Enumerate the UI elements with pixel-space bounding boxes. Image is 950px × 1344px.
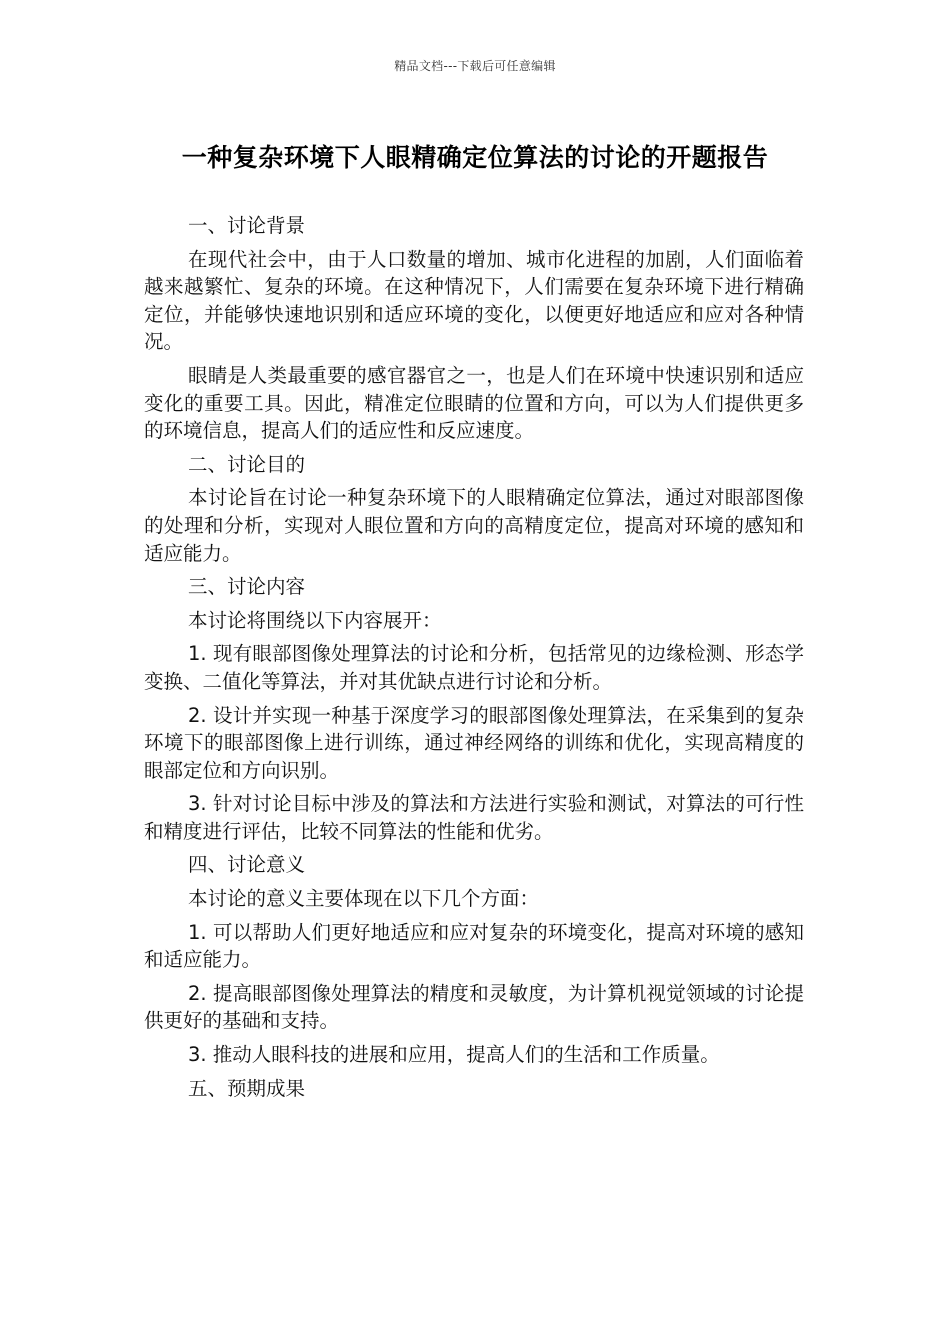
paragraph: 眼睛是人类最重要的感官器官之一，也是人们在环境中快速识别和适应变化的重要工具。因此，精准定位眼睛的位置和方向，可以为人们提供更多的环境信息，提高人们的适应性和反应速度。 — [144, 363, 804, 443]
header-note: 精品文档---下载后可任意编辑 — [394, 59, 556, 73]
section-heading-content: 三、讨论内容 — [188, 575, 306, 599]
section-heading-purpose: 二、讨论目的 — [188, 452, 306, 476]
list-item: 3. 推动人眼科技的进展和应用，提高人们的生活和工作质量。 — [188, 1043, 720, 1067]
list-item: 1. 可以帮助人们更好地适应和应对复杂的环境变化，提高对环境的感知和适应能力。 — [144, 920, 804, 972]
list-item: 2. 提高眼部图像处理算法的精度和灵敏度，为计算机视觉领域的讨论提供更好的基础和支持。 — [144, 981, 804, 1033]
list-item: 3. 针对讨论目标中涉及的算法和方法进行实验和测试，对算法的可行性和精度进行评估，比较不同算法的性能和优劣。 — [144, 792, 804, 843]
paragraph: 在现代社会中，由于人口数量的增加、城市化进程的加剧，人们面临着越来越繁忙、复杂的环境。在这种情况下，人们需要在复杂环境下进行精确定位，并能够快速地识别和适应环境的变化，以便更好地适应和应对各种情况。 — [144, 247, 804, 354]
section-heading-background: 一、讨论背景 — [188, 214, 306, 237]
list-item: 2. 设计并实现一种基于深度学习的眼部图像处理算法，在采集到的复杂环境下的眼部图像上进行训练，通过神经网络的训练和优化，实现高精度的眼部定位和方向识别。 — [144, 703, 804, 782]
paragraph: 本讨论将围绕以下内容展开： — [188, 608, 442, 632]
list-item: 1. 现有眼部图像处理算法的讨论和分析，包括常见的边缘检测、形态学变换、二值化等算法，并对其优缺点进行讨论和分析。 — [144, 642, 804, 693]
paragraph: 本讨论旨在讨论一种复杂环境下的人眼精确定位算法，通过对眼部图像的处理和分析，实现对人眼位置和方向的高精度定位，提高对环境的感知和适应能力。 — [144, 486, 804, 565]
paragraph: 本讨论的意义主要体现在以下几个方面： — [188, 887, 540, 911]
section-heading-significance: 四、讨论意义 — [188, 853, 306, 877]
document-title: 一种复杂环境下人眼精确定位算法的讨论的开题报告 — [181, 143, 769, 172]
section-heading-expected-results: 五、预期成果 — [188, 1076, 306, 1100]
document-body — [144, 212, 804, 1108]
